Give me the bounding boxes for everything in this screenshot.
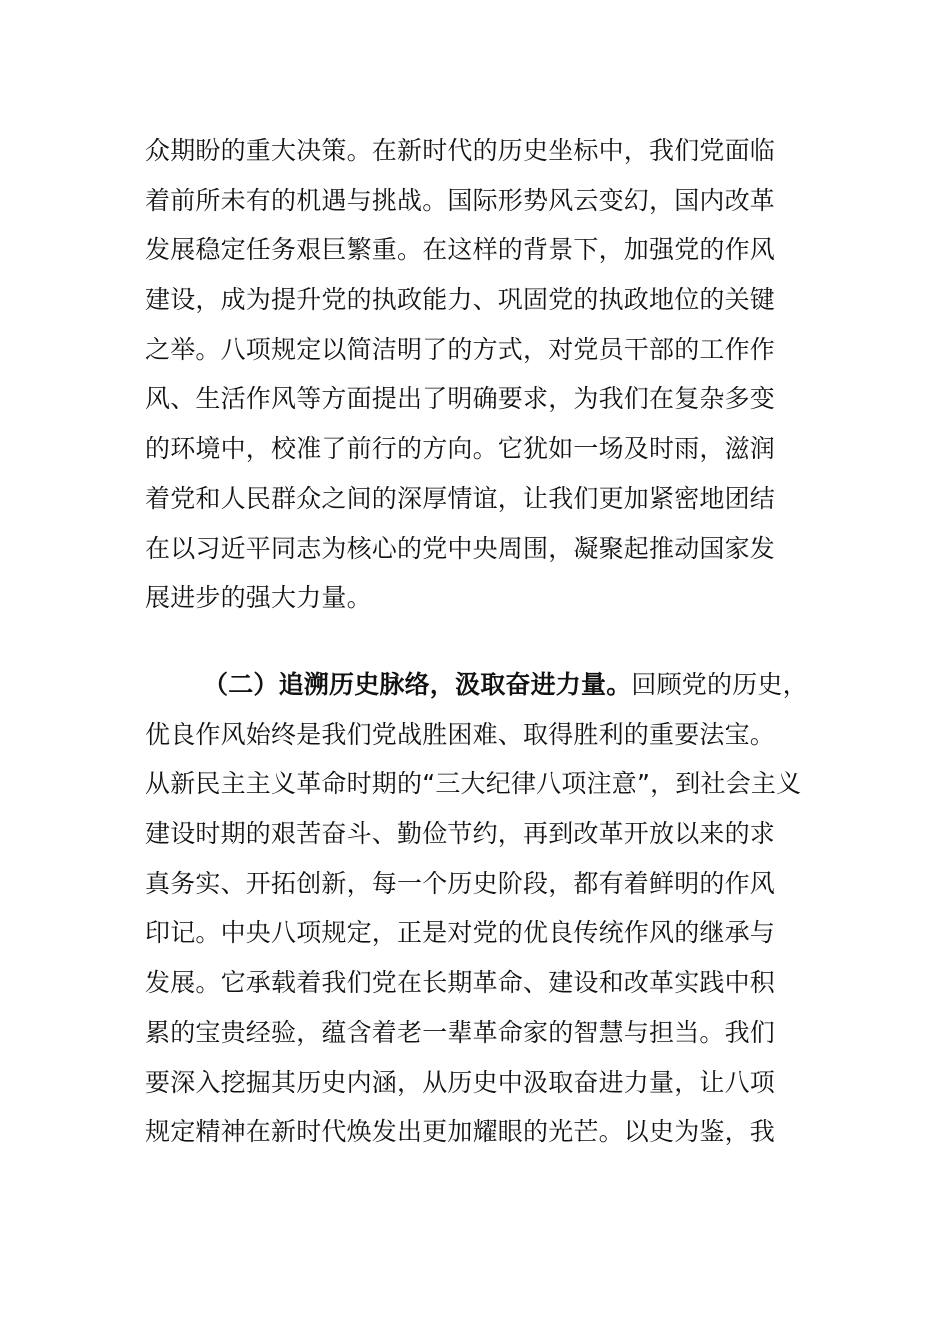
paragraph-line: 印记。中央八项规定，正是对党的优良传统作风的继承与 (145, 918, 776, 948)
paragraph-line: 发展。它承载着我们党在长期革命、建设和改革实践中积 (145, 968, 776, 998)
paragraph-first-line (145, 660, 808, 710)
paragraph-line: 累的宝贵经验，蕴含着老一辈革命家的智慧与担当。我们 (145, 1017, 776, 1047)
paragraph-line: 建设，成为提升党的执政能力、巩固党的执政地位的关键 (145, 285, 776, 315)
paragraph-line: 展进步的强大力量。 (145, 583, 372, 613)
paragraph-line: 建设时期的艰苦奋斗、勤俭节约，再到改革开放以来的求 (145, 819, 776, 849)
paragraph-line: 的环境中，校准了前行的方向。它犹如一场及时雨，滋润 (145, 434, 776, 464)
paragraph-line: 真务实、开拓创新，每一个历史阶段，都有着鲜明的作风 (145, 868, 776, 898)
paragraph-line: 要深入挖掘其历史内涵，从历史中汲取奋进力量，让八项 (145, 1067, 776, 1097)
paragraph-line: 风、生活作风等方面提出了明确要求，为我们在复杂多变 (145, 384, 776, 414)
paragraph-line: 众期盼的重大决策。在新时代的历史坐标中，我们党面临 (145, 136, 776, 165)
paragraph-line: 之举。八项规定以简洁明了的方式，对党员干部的工作作 (145, 334, 776, 364)
paragraph-2 (145, 660, 808, 1157)
paragraph-line-rest: 回顾党的历史， (631, 670, 808, 699)
paragraph-line: 从新民主主义革命时期的“三大纪律八项注意”，到社会主义 (145, 769, 802, 799)
section-heading: （二）追溯历史脉络，汲取奋进力量。 (203, 670, 632, 699)
paragraph-line: 规定精神在新时代焕发出更加耀眼的光芒。以史为鉴，我 (145, 1117, 776, 1147)
paragraph-line: 在以习近平同志为核心的党中央周围，凝聚起推动国家发 (145, 533, 776, 563)
paragraph-line: 发展稳定任务艰巨繁重。在这样的背景下，加强党的作风 (145, 235, 776, 265)
paragraph-line: 优良作风始终是我们党战胜困难、取得胜利的重要法宝。 (145, 719, 776, 749)
paragraph-1 (145, 126, 805, 623)
paragraph-line: 着前所未有的机遇与挑战。国际形势风云变幻，国内改革 (145, 185, 776, 215)
paragraph-line: 着党和人民群众之间的深厚情谊，让我们更加紧密地团结 (145, 483, 776, 513)
